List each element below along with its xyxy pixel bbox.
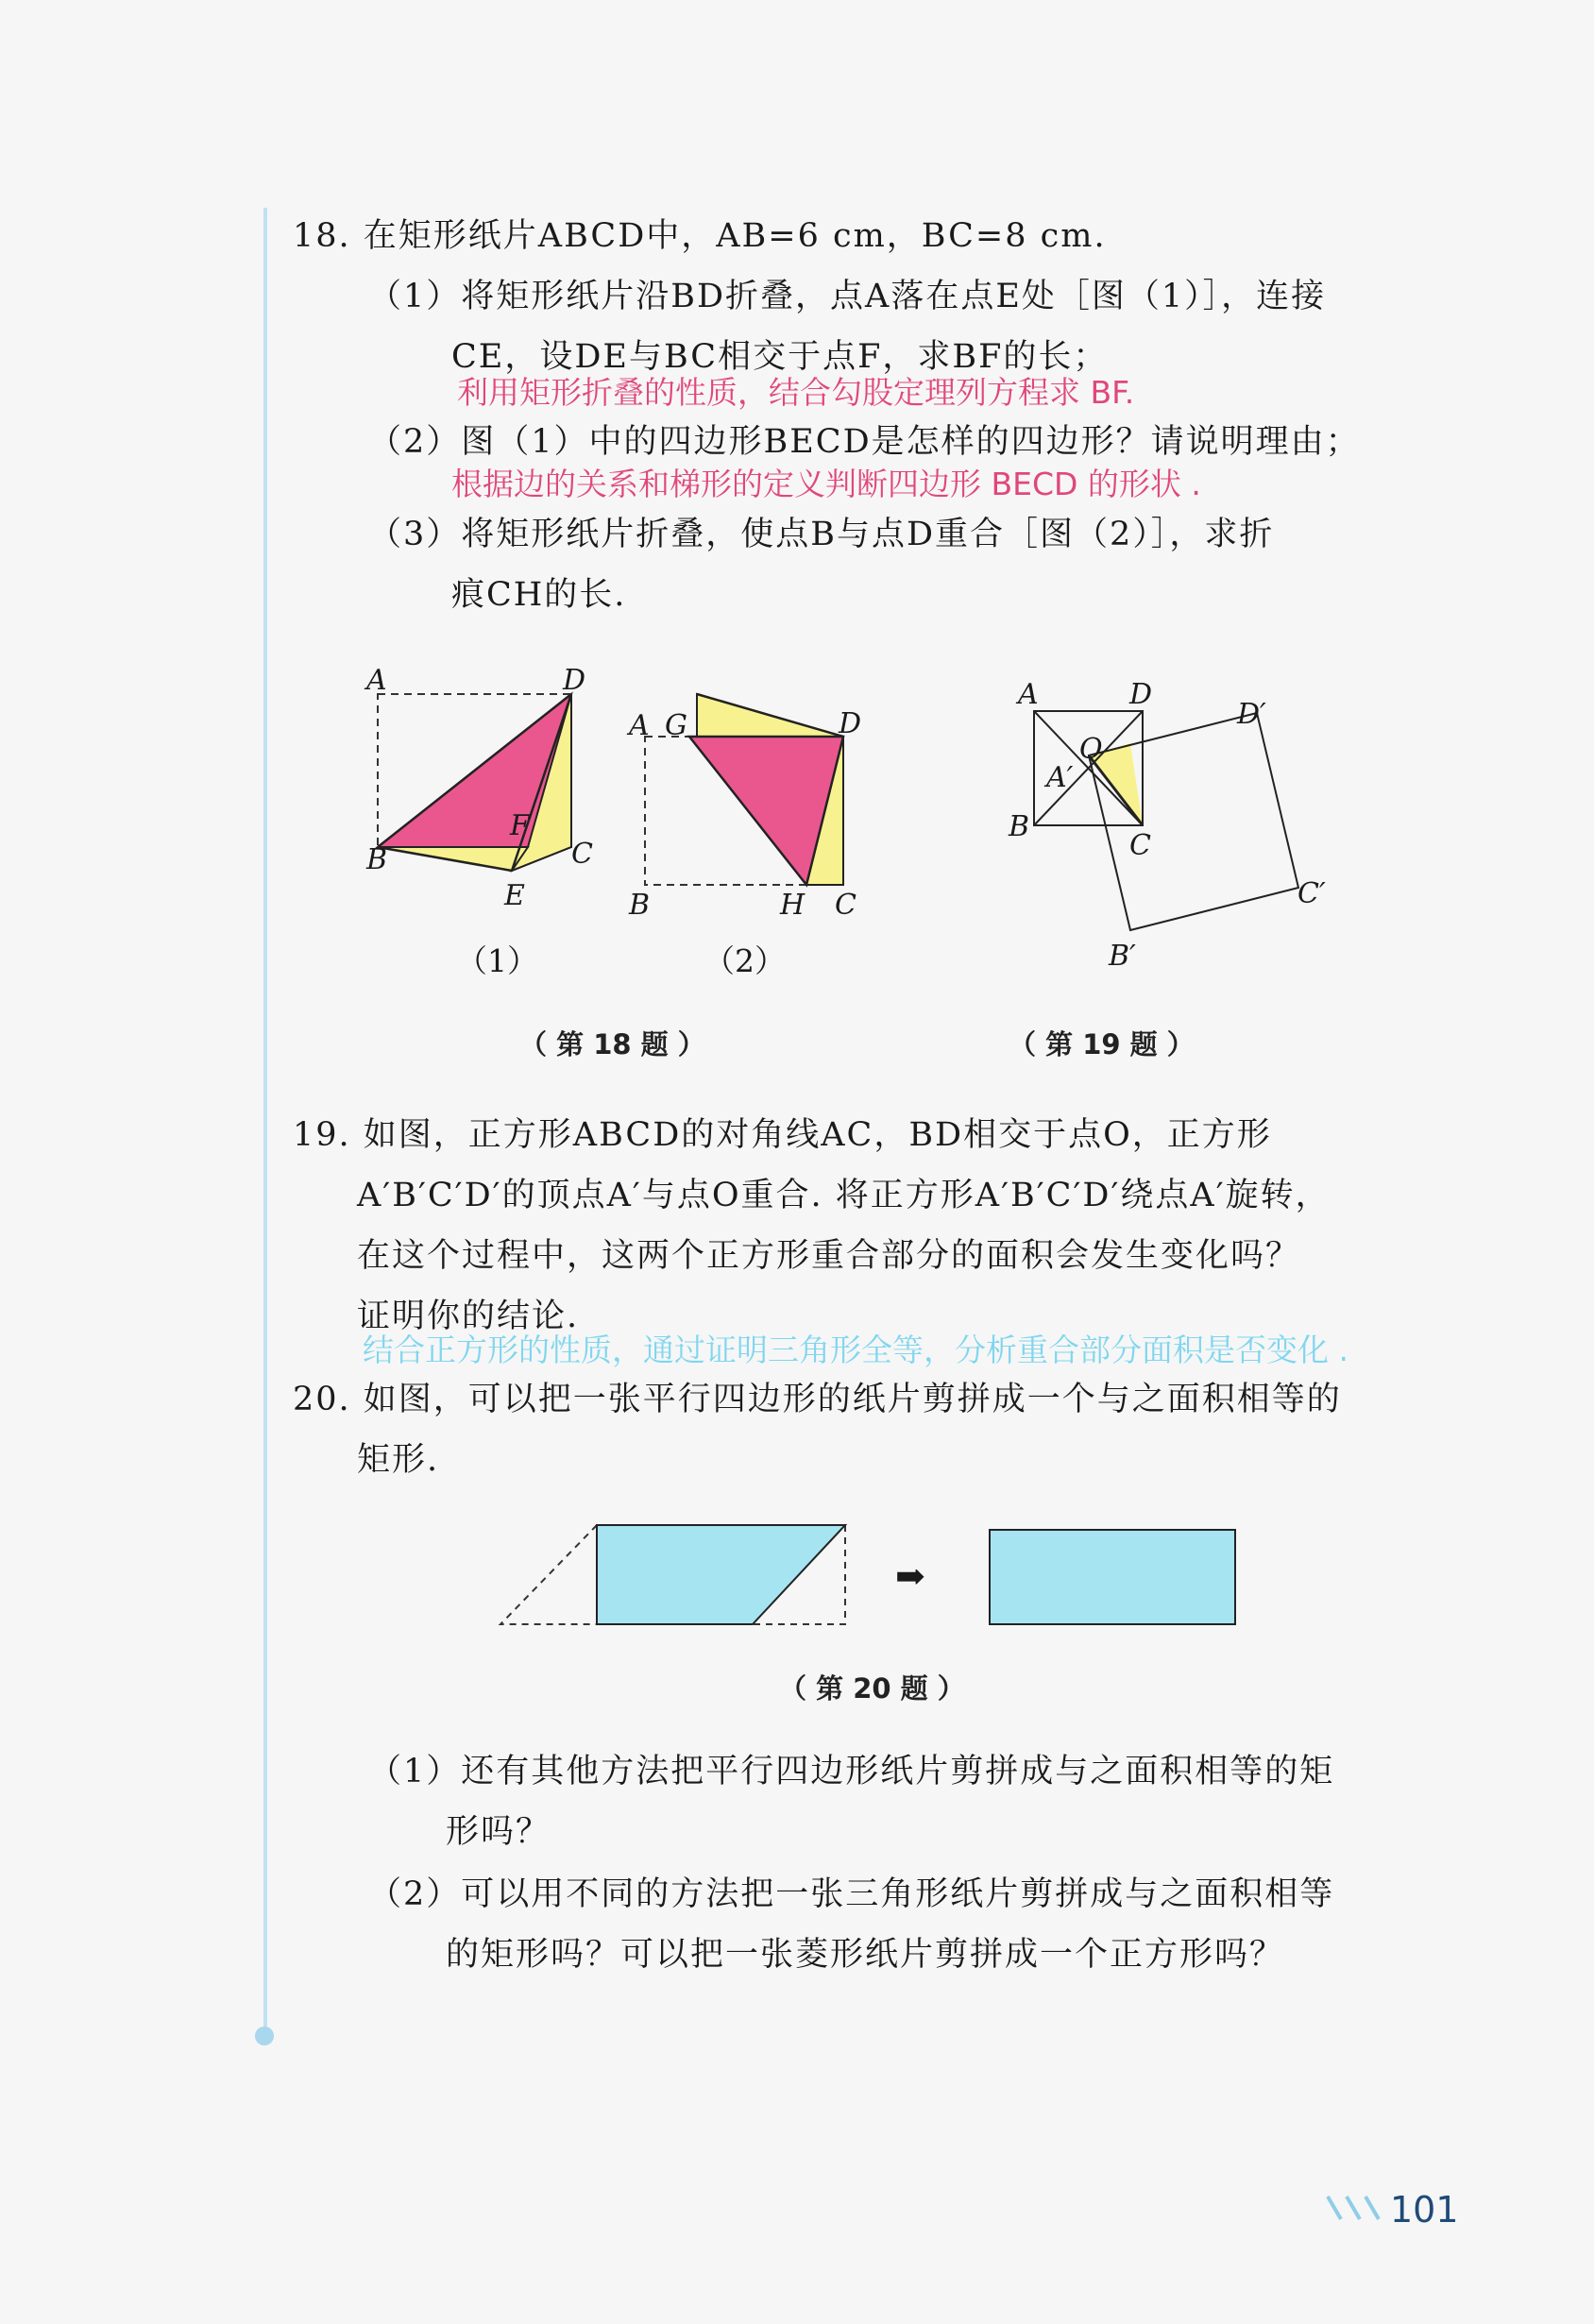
- fig19-label-B: B: [1009, 810, 1030, 843]
- problem-18-hint2: 根据边的关系和梯形的定义判断四边形 BECD 的形状 .: [451, 466, 1201, 502]
- problem-18-part1-line2: CE，设DE与BC相交于点F，求BF的长；: [451, 338, 1109, 376]
- problem-19-line1: 19. 如图，正方形ABCD的对角线AC，BD相交于点O，正方形: [293, 1116, 1272, 1154]
- fig1-label-C: C: [571, 838, 593, 871]
- problem-19-line3: 在这个过程中，这两个正方形重合部分的面积会发生变化吗？: [357, 1237, 1301, 1275]
- figure-18-2: [626, 694, 861, 922]
- caption-problem-18: （ 第 18 题 ）: [519, 1028, 705, 1060]
- fig2-label-B: B: [629, 889, 651, 922]
- fig19-label-B-prime: B′: [1109, 940, 1136, 973]
- caption-problem-20: （ 第 20 题 ）: [779, 1672, 965, 1705]
- figure-19: [1008, 678, 1326, 973]
- problem-20-part2-line1: （2）可以用不同的方法把一张三角形纸片剪拼成与之面积相等: [368, 1875, 1335, 1913]
- fig19-label-D: D: [1129, 678, 1153, 711]
- fig20-parallelogram-piece: [597, 1525, 845, 1624]
- fig2-label-D: D: [839, 707, 862, 740]
- fig19-square-A1B1C1D1: [1089, 713, 1298, 930]
- figure-20: [0, 1492, 1594, 1643]
- fig19-label-A-prime: A′: [1046, 761, 1074, 794]
- fig20-arrow-icon: ➡: [895, 1555, 925, 1597]
- fig1-label-E: E: [504, 879, 525, 912]
- problem-18-part3-line1: （3）将矩形纸片折叠，使点B与点D重合［图（2）］，求折: [368, 516, 1275, 553]
- figures-18-19: [0, 0, 1594, 1067]
- fig2-label-A: A: [629, 709, 650, 742]
- problem-19-hint: 结合正方形的性质，通过证明三角形全等，分析重合部分面积是否变化 .: [363, 1332, 1348, 1368]
- fig1-label-D: D: [563, 664, 586, 697]
- problem-19-line2: A′B′C′D′的顶点A′与点O重合. 将正方形A′B′C′D′绕点A′旋转，: [357, 1177, 1331, 1214]
- problem-20-line2: 矩形.: [357, 1441, 440, 1479]
- problem-18-stem: 18. 在矩形纸片ABCD中，AB=6 cm，BC=8 cm.: [293, 217, 1107, 255]
- fig20-result-rectangle: [990, 1530, 1235, 1624]
- figure-18-2-label: （2）: [704, 942, 786, 979]
- fig19-label-C: C: [1129, 829, 1151, 862]
- problem-20-part1-line1: （1）还有其他方法把平行四边形纸片剪拼成与之面积相等的矩: [368, 1753, 1335, 1790]
- fig19-label-O: O: [1079, 733, 1103, 766]
- fig2-label-C: C: [835, 889, 856, 922]
- fig2-label-G: G: [665, 709, 687, 742]
- problem-18-part2: （2）图（1）中的四边形BECD是怎样的四边形？请说明理由；: [368, 423, 1361, 461]
- margin-dot: [255, 2027, 274, 2045]
- page-number: 101: [1390, 2189, 1459, 2231]
- fig1-label-B: B: [366, 843, 388, 876]
- problem-18-part3-line2: 痕CH的长.: [451, 576, 627, 614]
- page-number-decoration-icon: [1324, 2193, 1386, 2223]
- fig19-label-D-prime: D′: [1237, 698, 1266, 731]
- figure-18-1: [364, 664, 593, 912]
- problem-20-part2-line2: 的矩形吗？可以把一张菱形纸片剪拼成一个正方形吗？: [446, 1936, 1285, 1974]
- caption-problem-19: （ 第 19 题 ）: [1009, 1028, 1195, 1060]
- problem-18-part1-line1: （1）将矩形纸片沿BD折叠，点A落在点E处［图（1）］，连接: [368, 278, 1327, 315]
- fig20-cut-triangle-dashed: [500, 1525, 597, 1624]
- figure-18-1-label: （1）: [456, 942, 538, 979]
- fig19-label-A: A: [1018, 678, 1039, 711]
- problem-20-part1-line2: 形吗？: [446, 1813, 551, 1851]
- fig19-label-C-prime: C′: [1297, 877, 1326, 910]
- problem-20-line1: 20. 如图，可以把一张平行四边形的纸片剪拼成一个与之面积相等的: [293, 1381, 1342, 1418]
- problem-19-line4: 证明你的结论.: [357, 1298, 580, 1335]
- fig1-label-F: F: [510, 809, 530, 842]
- fig1-label-A: A: [366, 664, 387, 697]
- problem-18-hint1: 利用矩形折叠的性质，结合勾股定理列方程求 BF.: [457, 374, 1135, 411]
- fig2-label-H: H: [780, 889, 805, 922]
